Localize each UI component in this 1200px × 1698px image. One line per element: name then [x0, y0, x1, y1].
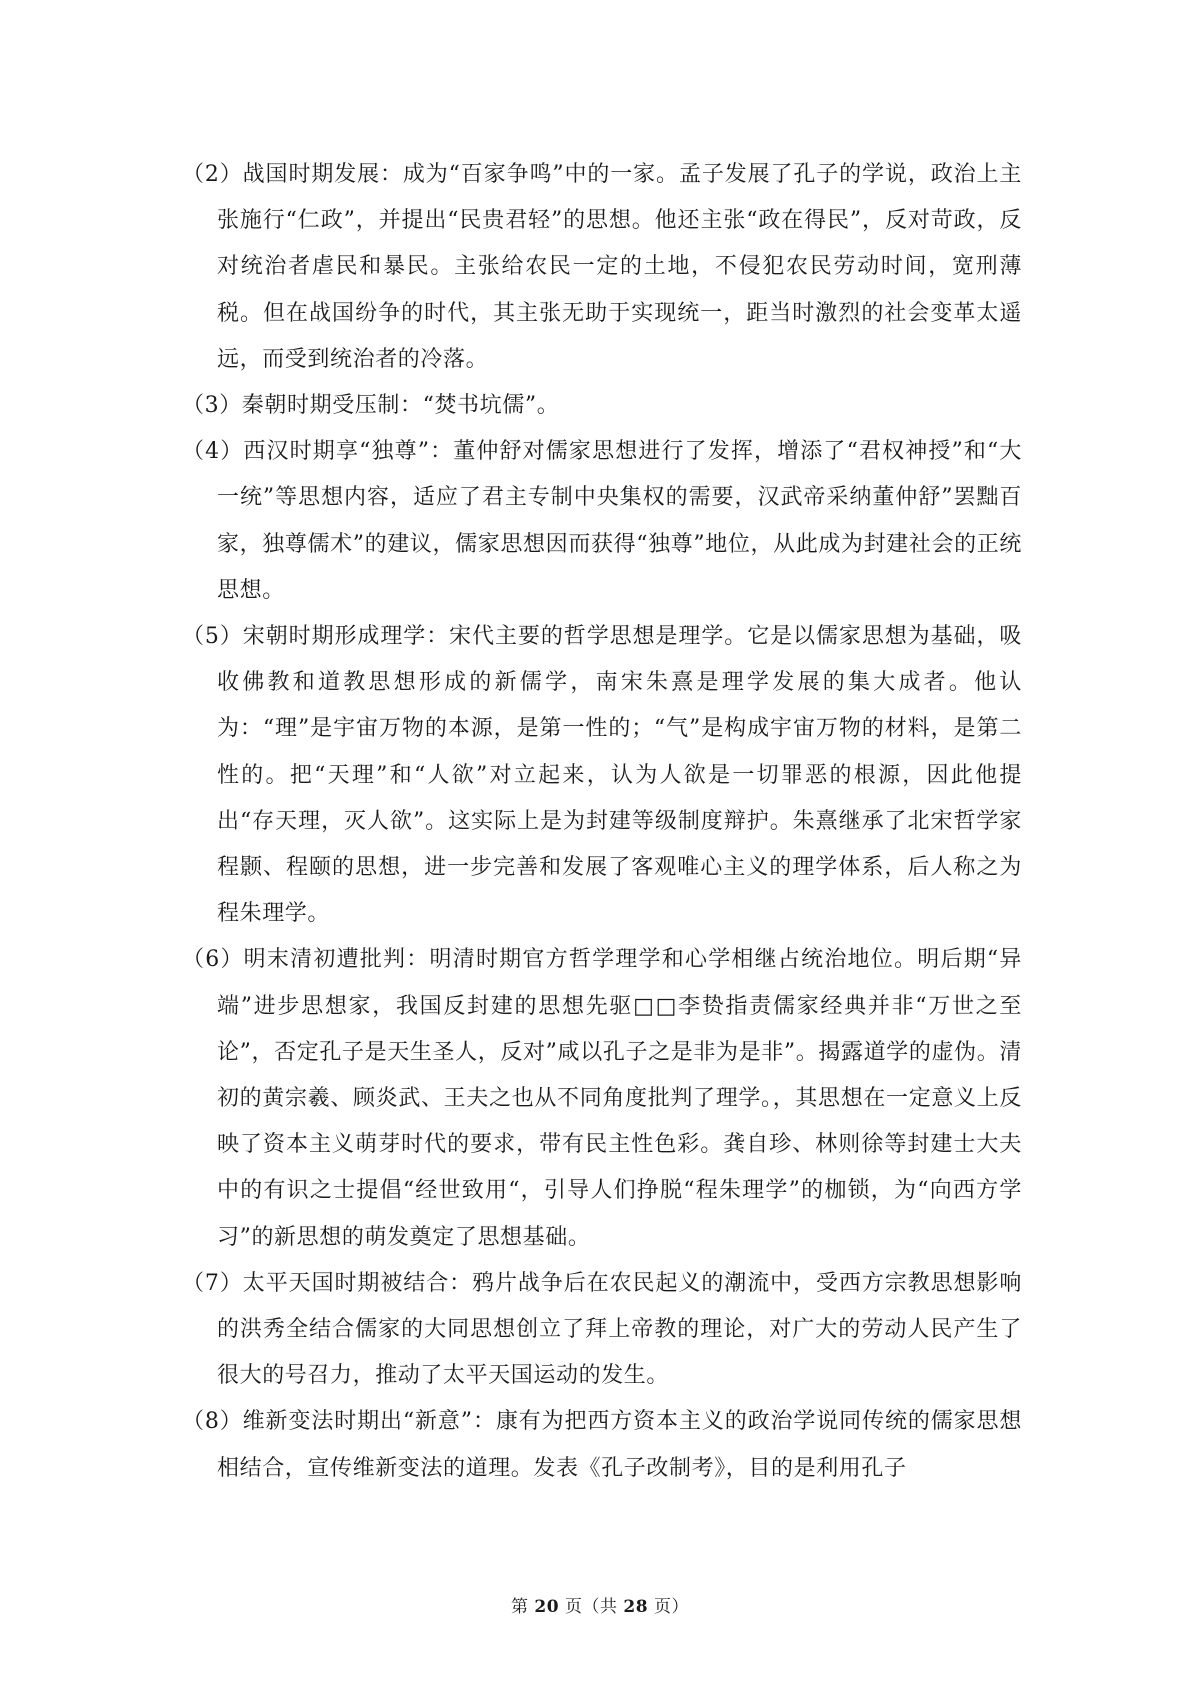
footer-current-page: 20	[534, 1597, 560, 1617]
body-text	[182, 152, 1022, 1492]
paragraph-western-han: （4）西汉时期享“独尊”：董仲舒对儒家思想进行了发挥，增添了“君权神授”和“大一统”等思想内容，适应了君主专制中央集权的需要，汉武帝采纳董仲舒”罢黜百家，独尊儒术”的建议，儒家思想因而获得“独尊”地位，从此成为封建社会的正统思想。	[182, 439, 1022, 603]
paragraph-qin-dynasty: （3）秦朝时期受压制：“焚书坑儒”。	[182, 393, 560, 419]
paragraph-taiping: （7）太平天国时期被结合：鸦片战争后在农民起义的潮流中，受西方宗教思想影响的洪秀全结合儒家的大同思想创立了拜上帝教的理论，对广大的劳动人民产生了很大的号召力，推动了太平天国运动的发生。	[182, 1270, 1022, 1389]
footer-middle: 页（共	[559, 1597, 624, 1617]
paragraph-warring-states: （2）战国时期发展：成为“百家争鸣”中的一家。孟子发展了孔子的学说，政治上主张施行“仁政”，并提出“民贵君轻”的思想。他还主张“政在得民”，反对苛政，反对统治者虐民和暴民。主张给农民一定的土地，不侵犯农民劳动时间，宽刑薄税。但在战国纷争的时代，其主张无助于实现统一，距当时激烈的社会变革太遥远，而受到统治者的冷落。	[182, 162, 1022, 372]
paragraph-song-dynasty: （5）宋朝时期形成理学：宋代主要的哲学思想是理学。它是以儒家思想为基础，吸收佛教和道教思想形成的新儒学，南宋朱熹是理学发展的集大成者。他认为：“理”是宇宙万物的本源，是第一性的；“气”是构成宇宙万物的材料，是第二性的。把“天理”和“人欲”对立起来，认为人欲是一切罪恶的根源，因此他提出“存天理，灭人欲”。这实际上是为封建等级制度辩护。朱熹继承了北宋哲学家程颢、程颐的思想，进一步完善和发展了客观唯心主义的理学体系，后人称之为程朱理学。	[182, 624, 1022, 927]
footer-prefix: 第	[511, 1597, 535, 1617]
footer-suffix: 页）	[648, 1597, 689, 1617]
page-footer	[0, 1592, 1200, 1617]
paragraph-reform: （8）维新变法时期出“新意”：康有为把西方资本主义的政治学说同传统的儒家思想相结合，宣传维新变法的道理。发表《孔子改制考》，目的是利用孔子	[182, 1409, 1022, 1481]
paragraph-ming-qing: （6）明末清初遭批判：明清时期官方哲学理学和心学相继占统治地位。明后期“异端”进步思想家，我国反封建的思想先驱□□李贽指责儒家经典并非“万世之至论”，否定孔子是天生圣人，反对”咸以孔子之是非为是非”。揭露道学的虚伪。清初的黄宗羲、顾炎武、王夫之也从不同角度批判了理学。，其思想在一定意义上反映了资本主义萌芽时代的要求，带有民主性色彩。龚自珍、林则徐等封建士大夫中的有识之士提倡“经世致用“，引导人们挣脱“程朱理学”的枷锁，为“向西方学习”的新思想的萌发奠定了思想基础。	[182, 947, 1022, 1250]
footer-total-pages: 28	[623, 1597, 649, 1617]
